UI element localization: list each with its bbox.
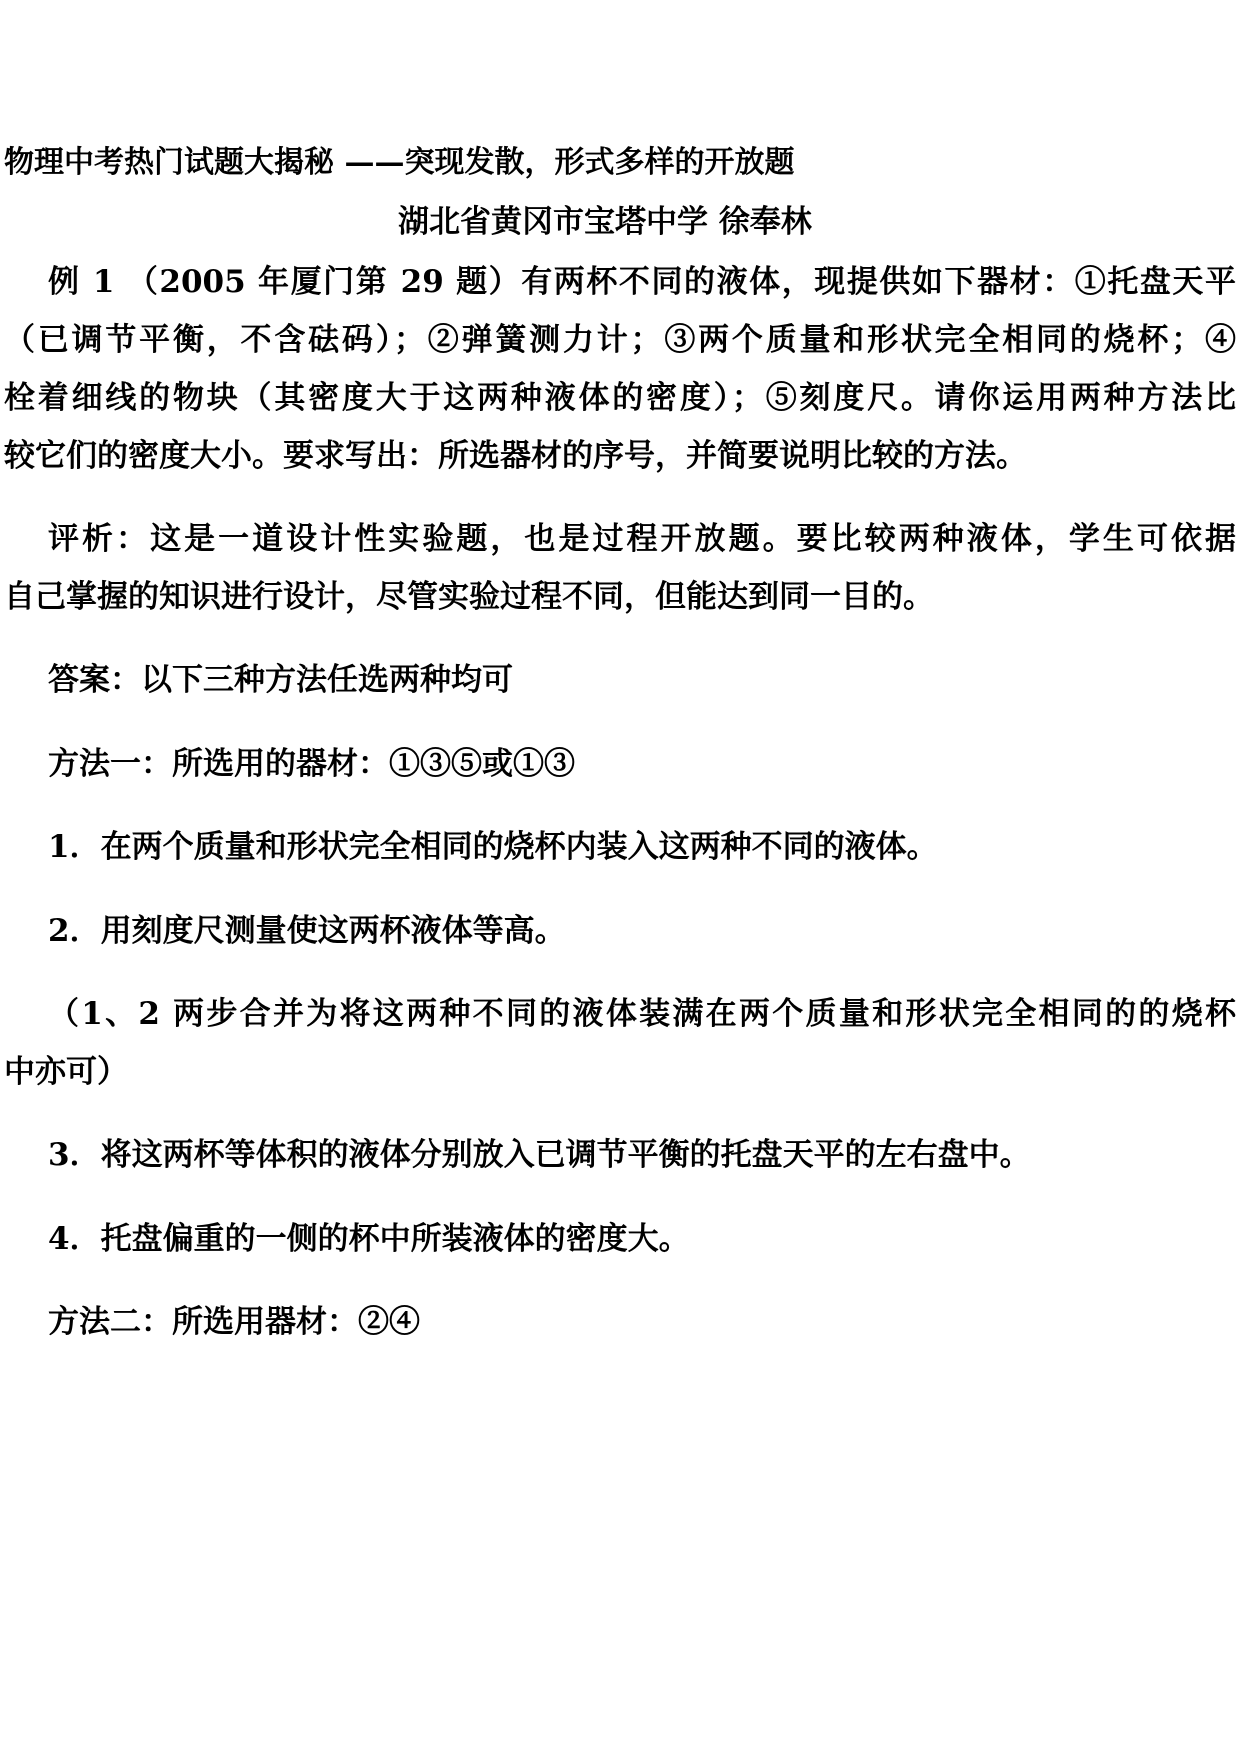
method-two-heading: 方法二：所选用器材：②④	[48, 1304, 420, 1340]
method-one-heading: 方法一：所选用的器材：①③⑤或①③	[48, 746, 575, 782]
analysis-line-2: 自己掌握的知识进行设计，尽管实验过程不同，但能达到同一目的。	[4, 579, 934, 615]
method-one-note-line-2: 中亦可）	[4, 1054, 128, 1090]
example-line-4: 较它们的密度大小。要求写出：所选器材的序号，并简要说明比较的方法。	[4, 438, 1027, 474]
method-one-step-2: 2．用刻度尺测量使这两杯液体等高。	[48, 913, 566, 949]
method-one-step-4: 4．托盘偏重的一侧的杯中所装液体的密度大。	[48, 1221, 690, 1257]
method-one-step-3: 3．将这两杯等体积的液体分别放入已调节平衡的托盘天平的左右盘中。	[48, 1137, 1031, 1173]
answer-line: 答案：以下三种方法任选两种均可	[48, 662, 513, 698]
document-title: 物理中考热门试题大揭秘 ——突现发散，形式多样的开放题	[4, 145, 795, 180]
example-line-2: （已调节平衡，不含砝码）；②弹簧测力计；③两个质量和形状完全相同的烧杯；④	[4, 322, 1236, 358]
analysis-line-1: 评析：这是一道设计性实验题，也是过程开放题。要比较两种液体，学生可依据	[48, 521, 1236, 557]
example-line-1: 例 1 （2005 年厦门第 29 题）有两杯不同的液体，现提供如下器材：①托盘天平	[48, 264, 1236, 300]
author-line: 湖北省黄冈市宝塔中学 徐奉林	[398, 204, 812, 240]
method-one-note-line-1: （1、2 两步合并为将这两种不同的液体装满在两个质量和形状完全相同的的烧杯	[48, 996, 1236, 1032]
method-one-step-1: 1．在两个质量和形状完全相同的烧杯内装入这两种不同的液体。	[48, 829, 938, 865]
example-line-3: 栓着细线的物块（其密度大于这两种液体的密度）；⑤刻度尺。请你运用两种方法比	[4, 380, 1236, 416]
